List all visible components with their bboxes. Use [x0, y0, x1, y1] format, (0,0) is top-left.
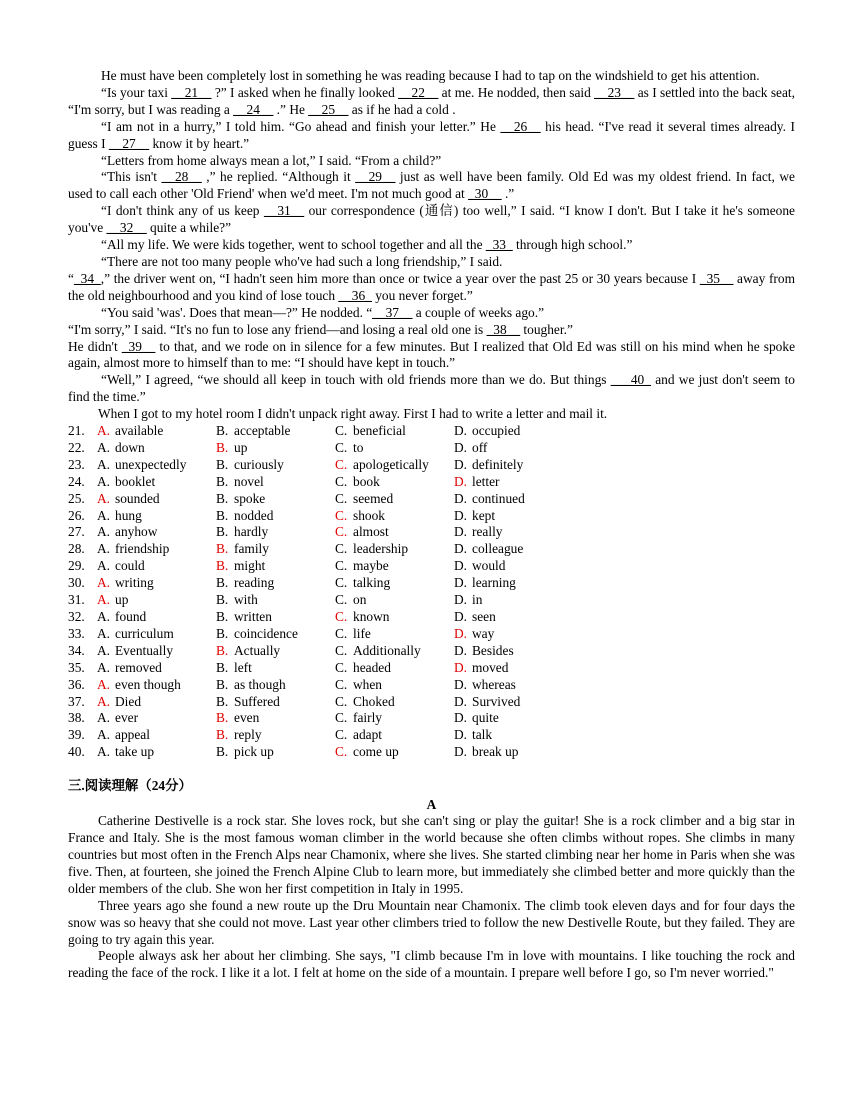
option-text: Died: [115, 693, 142, 709]
passage-text: quite a while?”: [146, 220, 232, 236]
option-letter: C.: [335, 541, 348, 557]
option-letter: A.: [97, 439, 111, 455]
question-row: [68, 541, 573, 558]
option-text: would: [472, 558, 506, 574]
passage-text: as if he had a cold .: [348, 101, 456, 117]
option-text: moved: [472, 659, 509, 675]
option-text: reading: [234, 575, 275, 591]
question-number: 30.: [68, 575, 85, 591]
reading-paragraph: Catherine Destivelle is a rock star. She loves rock, but she can't sing or play the guitar! She is a rock climber and a big star in France and Italy. She is the most famous woman climber in the world because she often climbs without ropes. She climbs in many countries but most often in the French Alps near Chamonix, where she lives. She started climbing near her home in Paris when she was five. Then, at fourteen, she joined the French Alpine Club to learn more, but immediately she climbed better and more quickly than the older members of the club. She won her first competition in Italy in 1995.: [68, 813, 795, 896]
option-letter: A.: [97, 524, 111, 540]
question-row: [68, 457, 573, 474]
option-letter: C.: [335, 727, 348, 743]
question-number: 29.: [68, 558, 85, 574]
question-row: [68, 710, 573, 727]
option-text: headed: [353, 659, 391, 675]
option-letter: B.: [216, 456, 229, 472]
option-letter: B.: [216, 609, 229, 624]
question-row: [68, 677, 573, 694]
option-text: curriculum: [115, 625, 174, 641]
question-number: 31.: [68, 592, 85, 608]
answer-blank: __37__: [372, 304, 413, 320]
question-number: 35.: [68, 659, 85, 675]
answer-blank: __26__: [500, 118, 541, 134]
answer-blank: _39__: [121, 338, 156, 354]
answer-blank: __23__: [594, 84, 635, 100]
option-letter: B.: [216, 727, 229, 743]
answer-blank: __28__: [161, 169, 202, 185]
passage-text: away from the old neighbourhood and you kind of lose touch: [68, 270, 796, 303]
option-text: Besides: [472, 642, 514, 658]
question-number: 38.: [68, 710, 85, 726]
question-row: [68, 508, 573, 525]
option-letter: C.: [335, 625, 348, 641]
question-row: [68, 660, 573, 677]
option-text: in: [472, 592, 483, 608]
option-letter: D.: [454, 744, 468, 760]
passage-text: know it by heart.”: [149, 135, 250, 151]
reading-paragraph: Three years ago she found a new route up the Dru Mountain near Chamonix. The climb took eleven days and for four days the snow was so heavy that she could not move. Last year other climbers tried to follow the new Destivelle Route, but they failed. They are going to try again this year.: [68, 897, 795, 947]
option-letter: B.: [216, 423, 229, 439]
option-text: to: [353, 439, 364, 455]
answer-blank: _35__: [699, 270, 734, 286]
passage-text: to that, and we rode on in silence for a few minutes. But I realized that Old Ed was still on his mind when he spoke again, almost more to himself than to me: “I should have kept in touch.”: [68, 338, 796, 371]
option-letter: B.: [216, 693, 229, 709]
option-text: found: [115, 609, 147, 624]
passage-text: ?” I asked when he finally looked: [211, 84, 399, 100]
passage-paragraph: [68, 169, 795, 203]
option-text: learning: [472, 575, 516, 591]
answer-blank: __21__: [171, 84, 212, 100]
option-letter: A.: [97, 642, 111, 658]
option-text: could: [115, 558, 145, 574]
option-letter: D.: [454, 490, 468, 506]
question-row: [68, 626, 573, 643]
option-text: unexpectedly: [115, 456, 187, 472]
option-text: adapt: [353, 727, 382, 743]
passage-text: ,” the driver went on, “I hadn't seen him more than once or twice a year over the past 25 or 30 years because I: [100, 270, 700, 286]
passage-text: “There are not too many people who've had such a long friendship,” I said.: [101, 253, 503, 269]
option-text: on: [353, 592, 367, 608]
passage-text: “All my life. We were kids together, went to school together and all the: [101, 237, 486, 253]
option-text: break up: [472, 744, 519, 760]
passage-paragraph: [68, 68, 795, 85]
option-text: available: [115, 423, 164, 439]
option-letter: C.: [335, 524, 348, 540]
option-letter: D.: [454, 575, 468, 591]
option-text: talk: [472, 727, 493, 743]
option-letter: A.: [97, 558, 111, 574]
option-text: writing: [115, 575, 154, 591]
option-letter: A.: [97, 423, 111, 439]
passage-text: at me. He nodded, then said: [438, 84, 595, 100]
option-letter: C.: [335, 456, 348, 472]
passage-text: “I am not in a hurry,” I told him. “Go ahead and finish your letter.” He: [101, 118, 501, 134]
option-letter: B.: [216, 592, 229, 608]
option-letter: D.: [454, 676, 468, 692]
option-text: off: [472, 439, 488, 455]
passage-text: as I settled into the back seat, “I'm sorry, but I was reading a: [68, 84, 796, 117]
option-text: friendship: [115, 541, 170, 557]
option-text: acceptable: [234, 423, 291, 439]
passage-text: a couple of weeks ago.”: [412, 304, 545, 320]
question-row: [68, 474, 573, 491]
passage-text: our correspondence (通信) too well,” I said. “I know I don't. But I take it he's someone you've: [68, 203, 795, 236]
option-letter: A.: [97, 592, 111, 608]
answer-blank: __22__: [398, 84, 439, 100]
option-text: left: [234, 659, 252, 675]
option-text: curiously: [234, 456, 284, 472]
option-letter: D.: [454, 727, 468, 743]
option-text: life: [353, 625, 371, 641]
option-text: leadership: [353, 541, 409, 557]
option-letter: C.: [335, 423, 348, 439]
passage-paragraph: [68, 203, 795, 237]
option-text: pick up: [234, 744, 274, 760]
option-letter: C.: [335, 507, 348, 523]
answer-blank: __29__: [355, 169, 396, 185]
passage-text: you never forget.”: [371, 287, 473, 303]
option-letter: A.: [97, 575, 111, 591]
question-row: [68, 744, 573, 761]
passage-text: just as well have been family. Old Ed was my oldest friend. In fact, we used to call each other 'Old Friend' when we'd meet. I'm not much good at: [68, 169, 795, 202]
option-letter: B.: [216, 541, 229, 557]
passage-text: tougher.”: [520, 321, 573, 337]
option-letter: D.: [454, 541, 468, 557]
option-text: Additionally: [353, 642, 421, 658]
passage-text: “Is your taxi: [101, 84, 172, 100]
option-text: as though: [234, 676, 286, 692]
question-number: 33.: [68, 625, 85, 641]
question-number: 40.: [68, 744, 85, 760]
option-text: family: [234, 541, 269, 557]
question-number: 28.: [68, 541, 85, 557]
option-text: with: [234, 592, 258, 608]
question-row: [68, 524, 573, 541]
section-title: 三.阅读理解（24分）: [68, 778, 192, 794]
option-text: seen: [472, 609, 496, 624]
question-row: [68, 643, 573, 660]
passage-paragraph: [68, 85, 795, 119]
passage-text: “Letters from home always mean a lot,” I said. “From a child?”: [101, 152, 442, 168]
option-letter: B.: [216, 558, 229, 574]
question-row: [68, 575, 573, 592]
passage-text: He didn't: [68, 338, 122, 354]
passage-text: “Well,” I agreed, “we should all keep in touch with old friends more than we do. But things: [101, 372, 611, 388]
option-text: colleague: [472, 541, 524, 557]
option-letter: D.: [454, 456, 468, 472]
option-letter: C.: [335, 642, 348, 658]
passage-text: “This isn't: [101, 169, 162, 185]
passage-paragraph: [68, 322, 795, 339]
passage-text: “: [68, 270, 74, 286]
passage-paragraph: [68, 339, 795, 373]
question-number: 34.: [68, 642, 85, 658]
option-letter: C.: [335, 473, 348, 489]
option-text: definitely: [472, 456, 524, 472]
question-row: [68, 609, 573, 626]
question-number: 25.: [68, 490, 85, 506]
option-text: whereas: [472, 676, 516, 692]
option-text: quite: [472, 710, 499, 726]
option-text: almost: [353, 524, 389, 540]
passage-paragraph: [68, 119, 795, 153]
option-letter: C.: [335, 490, 348, 506]
passage-paragraph: [68, 237, 795, 254]
option-text: Choked: [353, 693, 395, 709]
option-text: reply: [234, 727, 262, 743]
document-page: [68, 68, 795, 982]
question-row: [68, 440, 573, 457]
passage-text: his head. “I've read it several times already. I guess I: [68, 118, 795, 151]
option-letter: B.: [216, 575, 229, 591]
option-text: ever: [115, 710, 139, 726]
option-text: really: [472, 524, 503, 540]
answer-blank: _33_: [485, 237, 513, 253]
option-letter: B.: [216, 710, 229, 726]
passage-text: .” He: [273, 101, 309, 117]
question-number: 24.: [68, 473, 85, 489]
passage-paragraph: [68, 305, 795, 322]
option-text: beneficial: [353, 423, 406, 439]
option-text: take up: [115, 744, 155, 760]
question-number: 36.: [68, 676, 85, 692]
question-number: 27.: [68, 524, 85, 540]
option-text: come up: [353, 744, 399, 760]
answer-blank: __24__: [233, 101, 274, 117]
passage-paragraph: [68, 271, 795, 305]
option-letter: A.: [97, 609, 111, 624]
question-number: 39.: [68, 727, 85, 743]
passage-text: “You said 'was'. Does that mean—?” He nodded. “: [101, 304, 373, 320]
answer-blank: _30__: [468, 186, 502, 202]
question-row: [68, 491, 573, 508]
option-letter: B.: [216, 642, 229, 658]
option-letter: B.: [216, 676, 229, 692]
option-letter: D.: [454, 423, 468, 439]
option-letter: D.: [454, 473, 468, 489]
option-letter: C.: [335, 558, 348, 574]
question-number: 21.: [68, 423, 85, 439]
option-letter: A.: [97, 625, 111, 641]
passage-text: “I'm sorry,” I said. “It's no fun to lose any friend—and losing a real old one is: [68, 321, 487, 337]
option-letter: C.: [335, 609, 348, 624]
answer-blank: __36_: [338, 287, 372, 303]
option-letter: A.: [97, 490, 111, 506]
option-letter: B.: [216, 490, 229, 506]
passage-text: .”: [501, 186, 515, 202]
option-text: novel: [234, 473, 264, 489]
option-letter: C.: [335, 744, 348, 760]
option-letter: C.: [335, 575, 348, 591]
option-text: apologetically: [353, 456, 429, 472]
option-text: might: [234, 558, 266, 574]
passage-paragraph: [68, 372, 795, 406]
option-letter: B.: [216, 439, 229, 455]
option-text: Survived: [472, 693, 521, 709]
option-letter: A.: [97, 710, 111, 726]
answer-blank: _34_: [73, 270, 101, 286]
passage-paragraph: [68, 254, 795, 271]
option-letter: B.: [216, 524, 229, 540]
option-text: continued: [472, 490, 525, 506]
passage-text: ,” he replied. “Although it: [201, 169, 356, 185]
option-text: written: [234, 609, 272, 624]
option-letter: B.: [216, 659, 229, 675]
option-text: when: [353, 676, 383, 692]
passage-text: He must have been completely lost in something he was reading because I had to tap on the windshield to get his attention.: [101, 68, 760, 83]
option-letter: D.: [454, 625, 468, 641]
question-number: 32.: [68, 609, 85, 624]
option-letter: C.: [335, 592, 348, 608]
option-letter: B.: [216, 507, 229, 523]
option-text: letter: [472, 473, 500, 489]
option-text: Actually: [234, 642, 281, 658]
passage-label: A: [426, 797, 437, 813]
option-letter: A.: [97, 507, 111, 523]
passage-text: through high school.”: [512, 237, 633, 253]
option-letter: B.: [216, 625, 229, 641]
answer-blank: __27__: [108, 135, 150, 151]
option-letter: C.: [335, 676, 348, 692]
option-letter: A.: [97, 744, 111, 760]
answer-blank: ___40_: [610, 372, 651, 388]
option-letter: A.: [97, 659, 111, 675]
option-letter: C.: [335, 710, 348, 726]
option-letter: D.: [454, 642, 468, 658]
question-row: [68, 423, 573, 440]
option-text: talking: [353, 575, 391, 591]
passage-paragraph: [68, 406, 795, 423]
option-text: fairly: [353, 710, 382, 726]
option-letter: D.: [454, 558, 468, 574]
question-row: [68, 558, 573, 575]
option-letter: A.: [97, 456, 111, 472]
option-text: occupied: [472, 423, 521, 439]
option-letter: D.: [454, 592, 468, 608]
answer-blank: __32__: [106, 220, 147, 236]
option-text: Eventually: [115, 642, 174, 658]
option-text: even though: [115, 676, 181, 692]
option-letter: D.: [454, 524, 468, 540]
option-text: Suffered: [234, 693, 280, 709]
option-text: book: [353, 473, 380, 489]
option-text: down: [115, 439, 145, 455]
option-letter: C.: [335, 659, 348, 675]
option-letter: C.: [335, 439, 348, 455]
option-letter: D.: [454, 693, 468, 709]
option-letter: B.: [216, 744, 229, 760]
answer-blank: _38__: [486, 321, 521, 337]
option-letter: A.: [97, 676, 111, 692]
passage-text: “I don't think any of us keep: [101, 203, 264, 219]
option-letter: C.: [335, 693, 348, 709]
option-letter: B.: [216, 473, 229, 489]
question-number: 23.: [68, 456, 85, 472]
option-text: sounded: [115, 490, 160, 506]
option-text: removed: [115, 659, 162, 675]
option-letter: A.: [97, 693, 111, 709]
option-text: hung: [115, 507, 142, 523]
reading-paragraph: People always ask her about her climbing. She says, "I climb because I'm in love with mountains. I like touching the rock and reading the face of the rock. I like it a lot. I felt at home on the side of a mountain. I prepare well before I go, so I'm never worried.": [68, 948, 795, 981]
option-text: up: [115, 592, 129, 608]
option-text: appeal: [115, 727, 150, 743]
option-text: spoke: [234, 490, 266, 506]
question-row: [68, 727, 573, 744]
question-number: 22.: [68, 439, 85, 455]
option-letter: A.: [97, 541, 111, 557]
option-text: nodded: [234, 507, 274, 523]
option-text: up: [234, 439, 248, 455]
option-letter: D.: [454, 439, 468, 455]
question-row: [68, 592, 573, 609]
option-text: even: [234, 710, 260, 726]
passage-text: When I got to my hotel room I didn't unpack right away. First I had to write a letter and mail it.: [98, 406, 608, 422]
option-text: anyhow: [115, 524, 158, 540]
passage-paragraph: [68, 153, 795, 170]
option-text: seemed: [353, 490, 394, 506]
option-text: maybe: [353, 558, 389, 574]
answer-blank: __25__: [308, 101, 349, 117]
question-number: 37.: [68, 693, 85, 709]
option-letter: A.: [97, 473, 111, 489]
option-text: way: [472, 625, 495, 641]
passage-text: and we just don't seem to find the time.”: [68, 372, 795, 405]
option-text: hardly: [234, 524, 269, 540]
option-text: kept: [472, 507, 496, 523]
option-text: coincidence: [234, 625, 298, 641]
option-text: shook: [353, 507, 385, 523]
option-letter: D.: [454, 659, 468, 675]
option-letter: D.: [454, 507, 468, 523]
answer-blank: __31__: [263, 203, 305, 219]
option-letter: D.: [454, 710, 468, 726]
cloze-passage: [68, 68, 795, 423]
question-row: [68, 694, 573, 711]
options-table: [68, 423, 573, 761]
question-number: 26.: [68, 507, 85, 523]
option-letter: A.: [97, 727, 111, 743]
option-text: known: [353, 609, 390, 624]
option-text: booklet: [115, 473, 156, 489]
option-letter: D.: [454, 609, 468, 624]
